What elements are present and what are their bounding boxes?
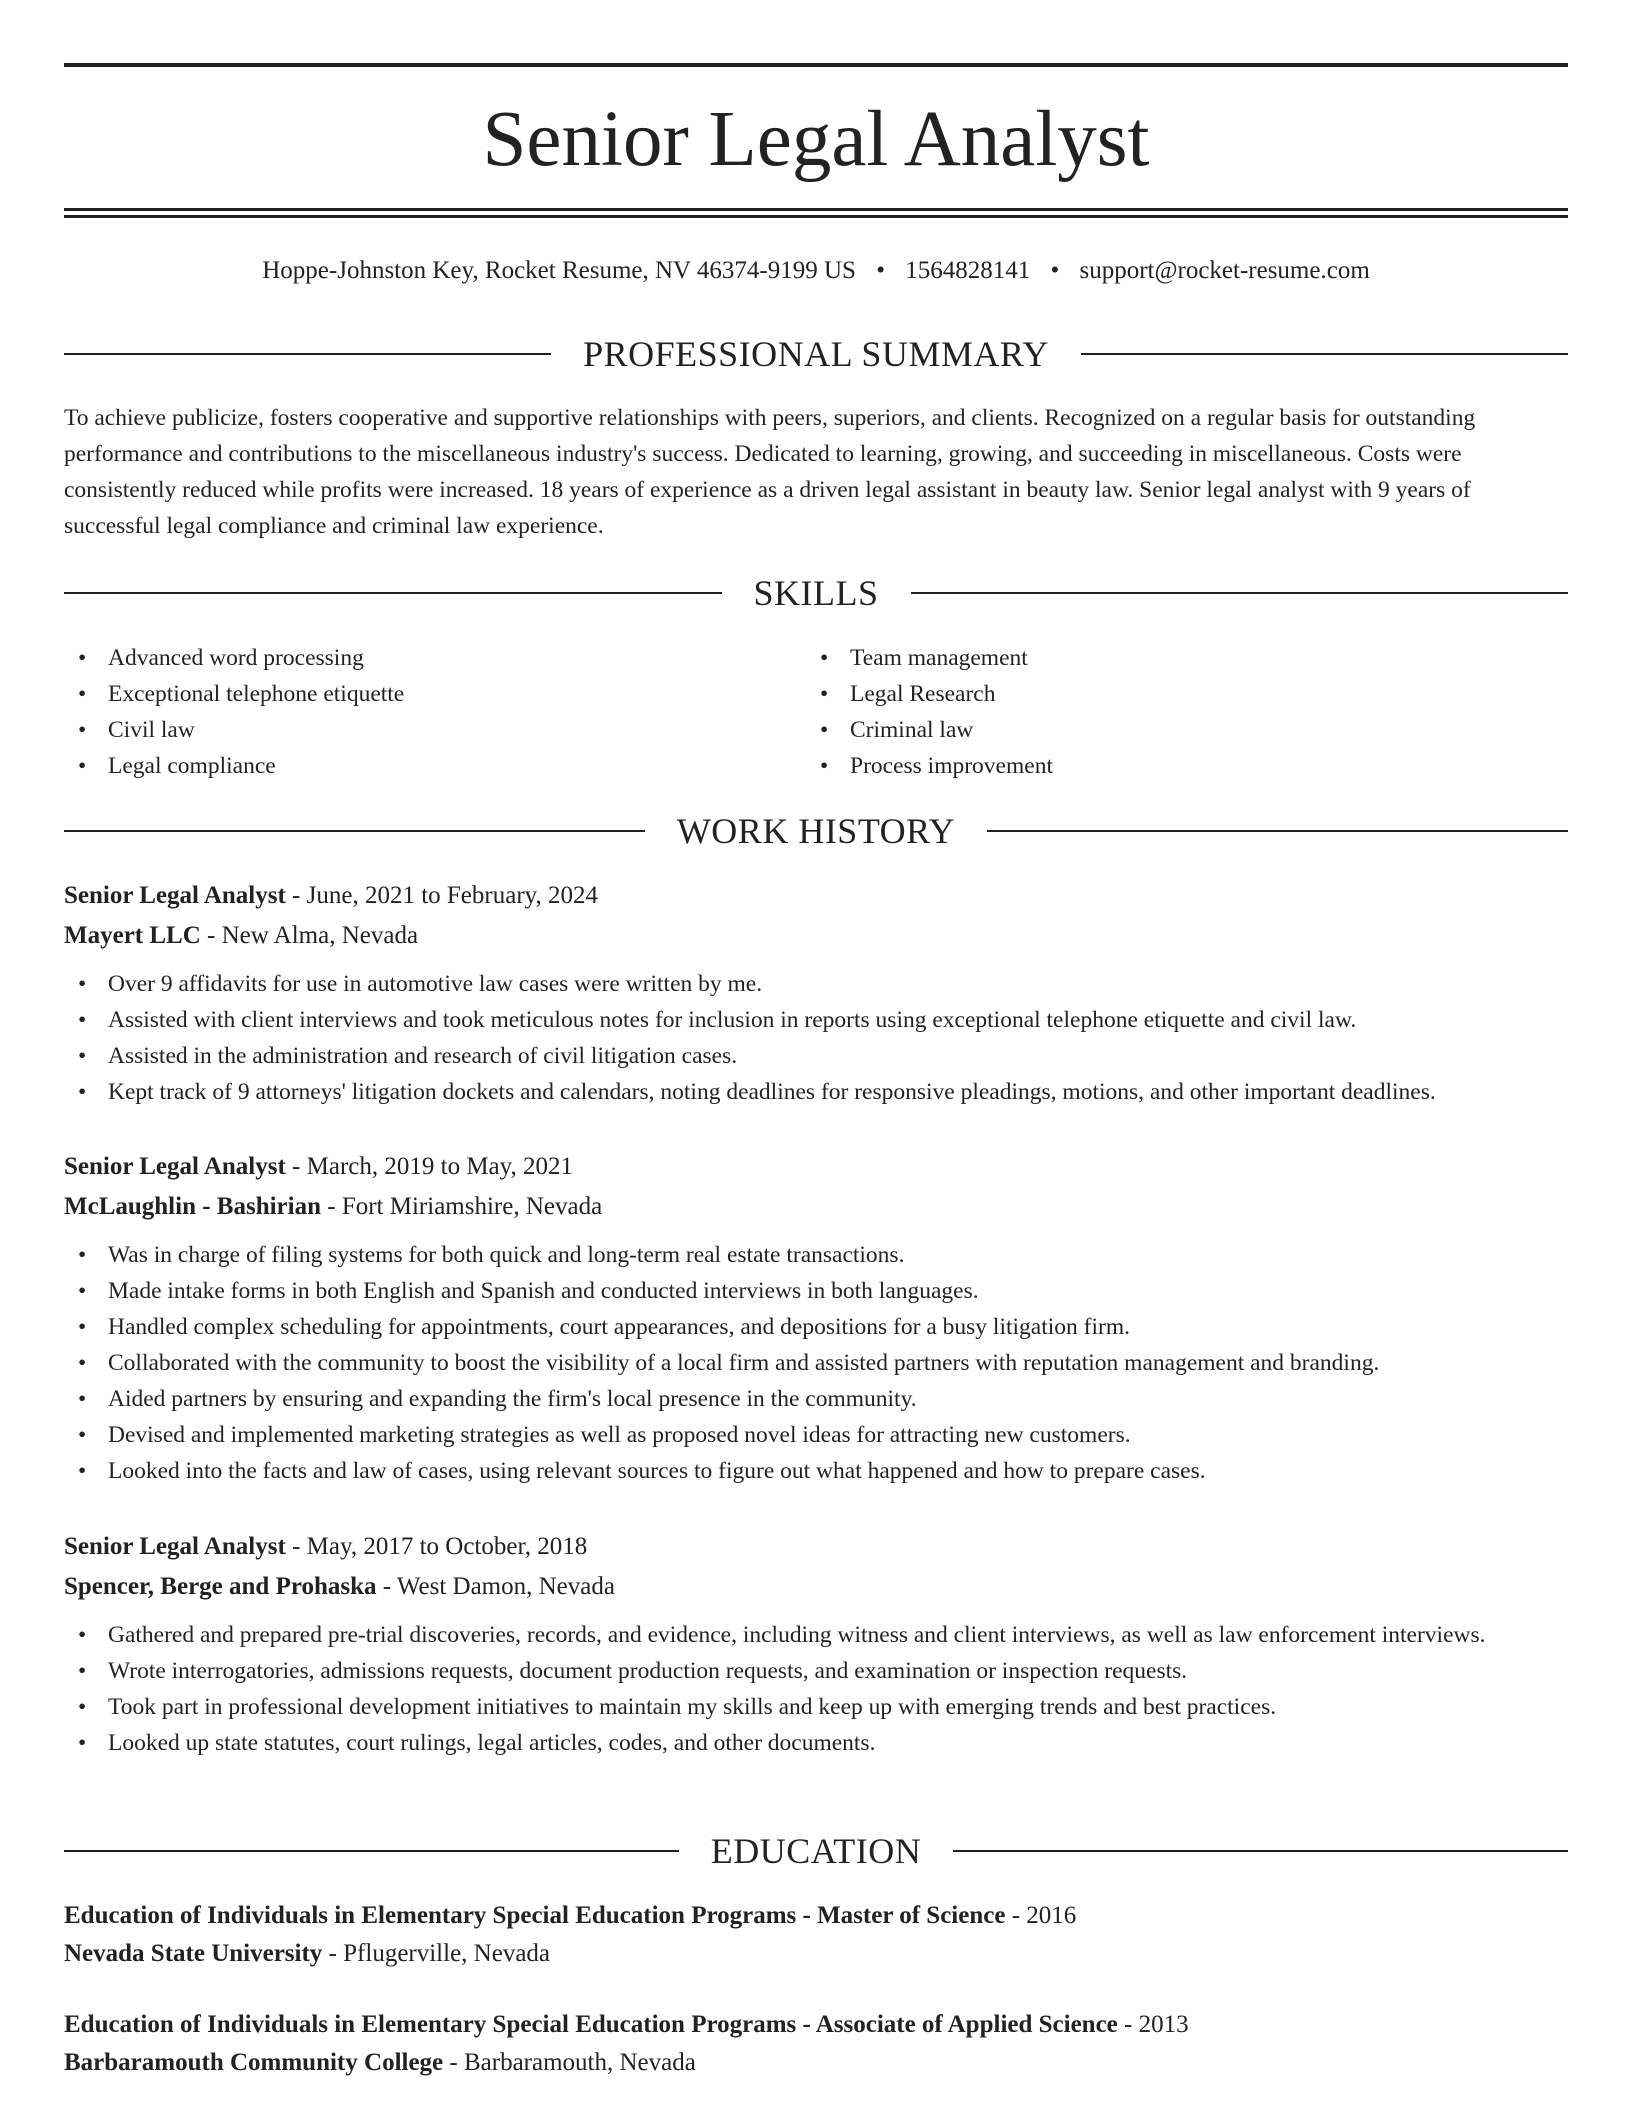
heading-rule: [987, 830, 1568, 832]
job-entry: [64, 876, 1568, 1110]
contact-line: [64, 256, 1568, 286]
job-bullet: • Over 9 affidavits for use in automotive law cases were written by me.: [64, 966, 1568, 1002]
job-bullet: • Handled complex scheduling for appointments, court appearances, and depositions for a busy litigation firm.: [64, 1309, 1568, 1345]
heading-rule: [1081, 353, 1568, 355]
job-bullets: [64, 1237, 1568, 1489]
job-bullets: [64, 966, 1568, 1110]
education-entry: [64, 2006, 1568, 2082]
job-location: - Fort Miriamshire, Nevada: [321, 1193, 603, 1220]
skills-list: [64, 640, 1568, 784]
job-bullet: • Was in charge of filing systems for both quick and long-term real estate transactions.: [64, 1237, 1568, 1273]
job-dates: - June, 2021 to February, 2024: [285, 882, 599, 909]
skill-item: • Legal compliance: [64, 748, 806, 784]
job-dates: - May, 2017 to October, 2018: [285, 1533, 588, 1560]
job-dates: - March, 2019 to May, 2021: [285, 1153, 574, 1180]
job-bullet: • Gathered and prepared pre-trial discoveries, records, and evidence, including witness and client interviews, as well as law enforcement interviews.: [64, 1617, 1568, 1653]
job-title-line: [64, 1147, 1568, 1187]
skill-item: • Legal Research: [806, 676, 1548, 712]
skills-heading: [64, 571, 1568, 615]
education-degree-line: [64, 1897, 1568, 1935]
job-bullet: • Looked up state statutes, court rulings, legal articles, codes, and other documents.: [64, 1725, 1568, 1761]
education-year: - 2013: [1117, 2011, 1189, 2038]
skill-item: • Exceptional telephone etiquette: [64, 676, 806, 712]
education-entry: [64, 1897, 1568, 1973]
education-degree-line: [64, 2006, 1568, 2044]
job-location: - New Alma, Nevada: [200, 922, 419, 949]
summary-title: PROFESSIONAL SUMMARY: [583, 334, 1049, 374]
job-company: Mayert LLC: [64, 922, 201, 949]
heading-rule: [64, 353, 551, 355]
contact-address: Hoppe-Johnston Key, Rocket Resume, NV 46374-9199 US: [262, 257, 856, 284]
job-company-line: [64, 916, 1568, 956]
education-school: Nevada State University: [64, 1940, 323, 1967]
heading-rule: [64, 830, 645, 832]
education-title: EDUCATION: [710, 1831, 922, 1871]
job-company: Spencer, Berge and Prohaska: [64, 1573, 377, 1600]
job-company: McLaughlin - Bashirian: [64, 1193, 321, 1220]
skill-item: • Team management: [806, 640, 1548, 676]
job-bullet: • Took part in professional development initiatives to maintain my skills and keep up with emerging trends and best practices.: [64, 1689, 1568, 1725]
job-entry: [64, 1527, 1568, 1761]
contact-separator: •: [876, 257, 885, 284]
heading-rule: [953, 1850, 1568, 1852]
contact-phone: 1564828141: [905, 257, 1031, 284]
job-location: - West Damon, Nevada: [376, 1573, 615, 1600]
summary-text: To achieve publicize, fosters cooperative and supportive relationships with peers, superiors, and clients. Recognized on a regular basis for outstanding performance and contributions to the miscellaneous industry's success. Dedicated to learning, growing, and succeeding in miscellaneous. Costs were consistently reduced while profits were increased. 18 years of experience as a driven legal assistant in beauty law. Senior legal analyst with 9 years of successful legal compliance and criminal law experience.: [64, 405, 1476, 539]
education-school: Barbaramouth Community College: [64, 2049, 444, 2076]
heading-rule: [64, 1850, 679, 1852]
summary-heading: [64, 332, 1568, 376]
skill-item: • Civil law: [64, 712, 806, 748]
job-bullet: • Devised and implemented marketing strategies as well as proposed novel ideas for attracting new customers.: [64, 1417, 1568, 1453]
education-year: - 2016: [1005, 1902, 1077, 1929]
education-school-line: [64, 2044, 1568, 2082]
resume-name: Senior Legal Analyst: [482, 96, 1150, 183]
job-bullet: • Assisted with client interviews and took meticulous notes for inclusion in reports using exceptional telephone etiquette and civil law.: [64, 1002, 1568, 1038]
job-role: Senior Legal Analyst: [64, 882, 286, 909]
job-bullet: • Kept track of 9 attorneys' litigation dockets and calendars, noting deadlines for responsive pleadings, motions, and other important deadlines.: [64, 1074, 1568, 1110]
contact-separator: •: [1050, 257, 1060, 284]
job-company-line: [64, 1567, 1568, 1607]
job-bullet: • Collaborated with the community to boost the visibility of a local firm and assisted partners with reputation management and branding.: [64, 1345, 1568, 1381]
skill-item: • Process improvement: [806, 748, 1548, 784]
education-school-line: [64, 1935, 1568, 1973]
education-location: - Barbaramouth, Nevada: [443, 2049, 696, 2076]
education-heading: [64, 1829, 1568, 1873]
job-bullet: • Made intake forms in both English and Spanish and conducted interviews in both languages.: [64, 1273, 1568, 1309]
job-entry: [64, 1147, 1568, 1489]
education-location: - Pflugerville, Nevada: [322, 1940, 551, 1967]
job-bullet: • Looked into the facts and law of cases, using relevant sources to figure out what happened and how to prepare cases.: [64, 1453, 1568, 1489]
job-role: Senior Legal Analyst: [64, 1153, 286, 1180]
heading-rule: [911, 592, 1569, 594]
job-bullet: • Aided partners by ensuring and expanding the firm's local presence in the community.: [64, 1381, 1568, 1417]
job-company-line: [64, 1187, 1568, 1227]
skill-item: • Criminal law: [806, 712, 1548, 748]
heading-rule: [64, 592, 722, 594]
job-bullet: • Wrote interrogatories, admissions requests, document production requests, and examination or inspection requests.: [64, 1653, 1568, 1689]
work-title: WORK HISTORY: [676, 811, 956, 851]
education-degree: Education of Individuals in Elementary Special Education Programs - Master of Science: [64, 1902, 1006, 1929]
work-heading: [64, 809, 1568, 853]
education-degree: Education of Individuals in Elementary Special Education Programs - Associate of Applied Science: [64, 2011, 1118, 2038]
skills-column-right: [806, 640, 1548, 784]
skills-title: SKILLS: [753, 573, 879, 613]
double-rule: [64, 208, 1568, 218]
top-rule: [64, 63, 1568, 67]
skills-column-left: [64, 640, 806, 784]
job-role: Senior Legal Analyst: [64, 1533, 286, 1560]
job-bullets: [64, 1617, 1568, 1761]
job-title-line: [64, 1527, 1568, 1567]
job-title-line: [64, 876, 1568, 916]
job-bullet: • Assisted in the administration and research of civil litigation cases.: [64, 1038, 1568, 1074]
skill-item: • Advanced word processing: [64, 640, 806, 676]
contact-email: support@rocket-resume.com: [1079, 257, 1370, 284]
